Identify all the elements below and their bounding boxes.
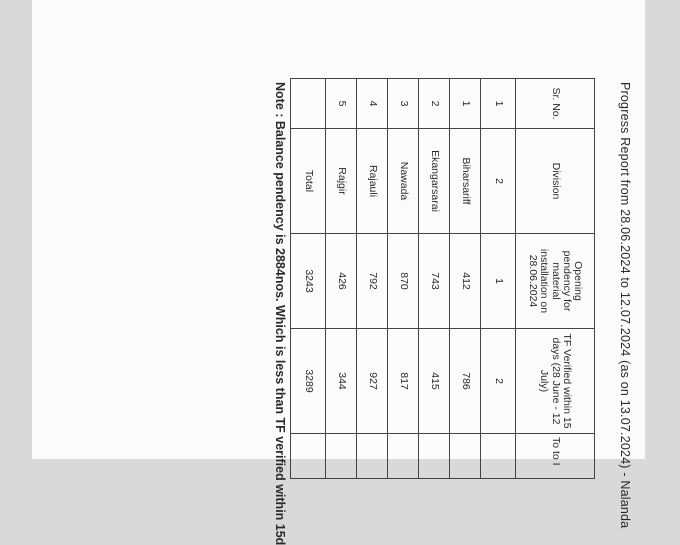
cell-division: Rajauli bbox=[357, 129, 388, 234]
header-opening-pendency: Opening pendency for material installation on 28.06.2024 bbox=[516, 234, 595, 329]
cell-opening: 792 bbox=[357, 234, 388, 329]
cell-sr-no: 5 bbox=[326, 79, 357, 129]
table-row bbox=[450, 79, 481, 479]
cell-empty bbox=[481, 434, 516, 479]
progress-table bbox=[290, 78, 595, 479]
table-row bbox=[357, 79, 388, 479]
total-row bbox=[291, 79, 326, 479]
cell-division: 2 bbox=[481, 129, 516, 234]
cell-opening: 412 bbox=[450, 234, 481, 329]
rotated-content bbox=[32, 0, 645, 545]
index-row bbox=[481, 79, 516, 479]
cell-sr-no: 1 bbox=[450, 79, 481, 129]
cell-empty bbox=[388, 434, 419, 479]
document-page bbox=[32, 0, 645, 545]
cell-empty bbox=[419, 434, 450, 479]
cell-opening: 426 bbox=[326, 234, 357, 329]
table-row bbox=[326, 79, 357, 479]
cell-division: Rajgir bbox=[326, 129, 357, 234]
balance-note: Note : Balance pendency is 2884nos. Which is less than TF verified within 15d bbox=[273, 82, 287, 545]
table-row bbox=[419, 79, 450, 479]
cell-division: Biharsariff bbox=[450, 129, 481, 234]
cell-verified: 817 bbox=[388, 329, 419, 434]
cell-verified: 786 bbox=[450, 329, 481, 434]
cell-empty bbox=[291, 79, 326, 129]
cell-opening: 870 bbox=[388, 234, 419, 329]
cell-empty bbox=[291, 434, 326, 479]
header-division: Division bbox=[516, 129, 595, 234]
cell-verified: 927 bbox=[357, 329, 388, 434]
header-tf-verified: TF Verified within 15 days (28 June - 12 July) bbox=[516, 329, 595, 434]
cell-opening: 1 bbox=[481, 234, 516, 329]
total-verified: 3289 bbox=[291, 329, 326, 434]
table-row bbox=[388, 79, 419, 479]
total-opening: 3243 bbox=[291, 234, 326, 329]
cell-sr-no: 3 bbox=[388, 79, 419, 129]
cell-sr-no: 4 bbox=[357, 79, 388, 129]
total-label: Total bbox=[291, 129, 326, 234]
cell-opening: 743 bbox=[419, 234, 450, 329]
cell-empty bbox=[450, 434, 481, 479]
header-sr-no: Sr. No. bbox=[516, 79, 595, 129]
cell-empty bbox=[326, 434, 357, 479]
report-title: Progress Report from 28.06.2024 to 12.07.2024 (as on 13.07.2024) - Nalanda bbox=[618, 82, 632, 529]
cell-empty bbox=[357, 434, 388, 479]
cell-verified: 2 bbox=[481, 329, 516, 434]
cell-sr-no: 1 bbox=[481, 79, 516, 129]
cell-division: Nawada bbox=[388, 129, 419, 234]
cell-verified: 415 bbox=[419, 329, 450, 434]
cell-sr-no: 2 bbox=[419, 79, 450, 129]
header-next-cut: To to I bbox=[516, 434, 595, 479]
cell-verified: 344 bbox=[326, 329, 357, 434]
cell-division: Ekangarsarai bbox=[419, 129, 450, 234]
header-row bbox=[516, 79, 595, 479]
